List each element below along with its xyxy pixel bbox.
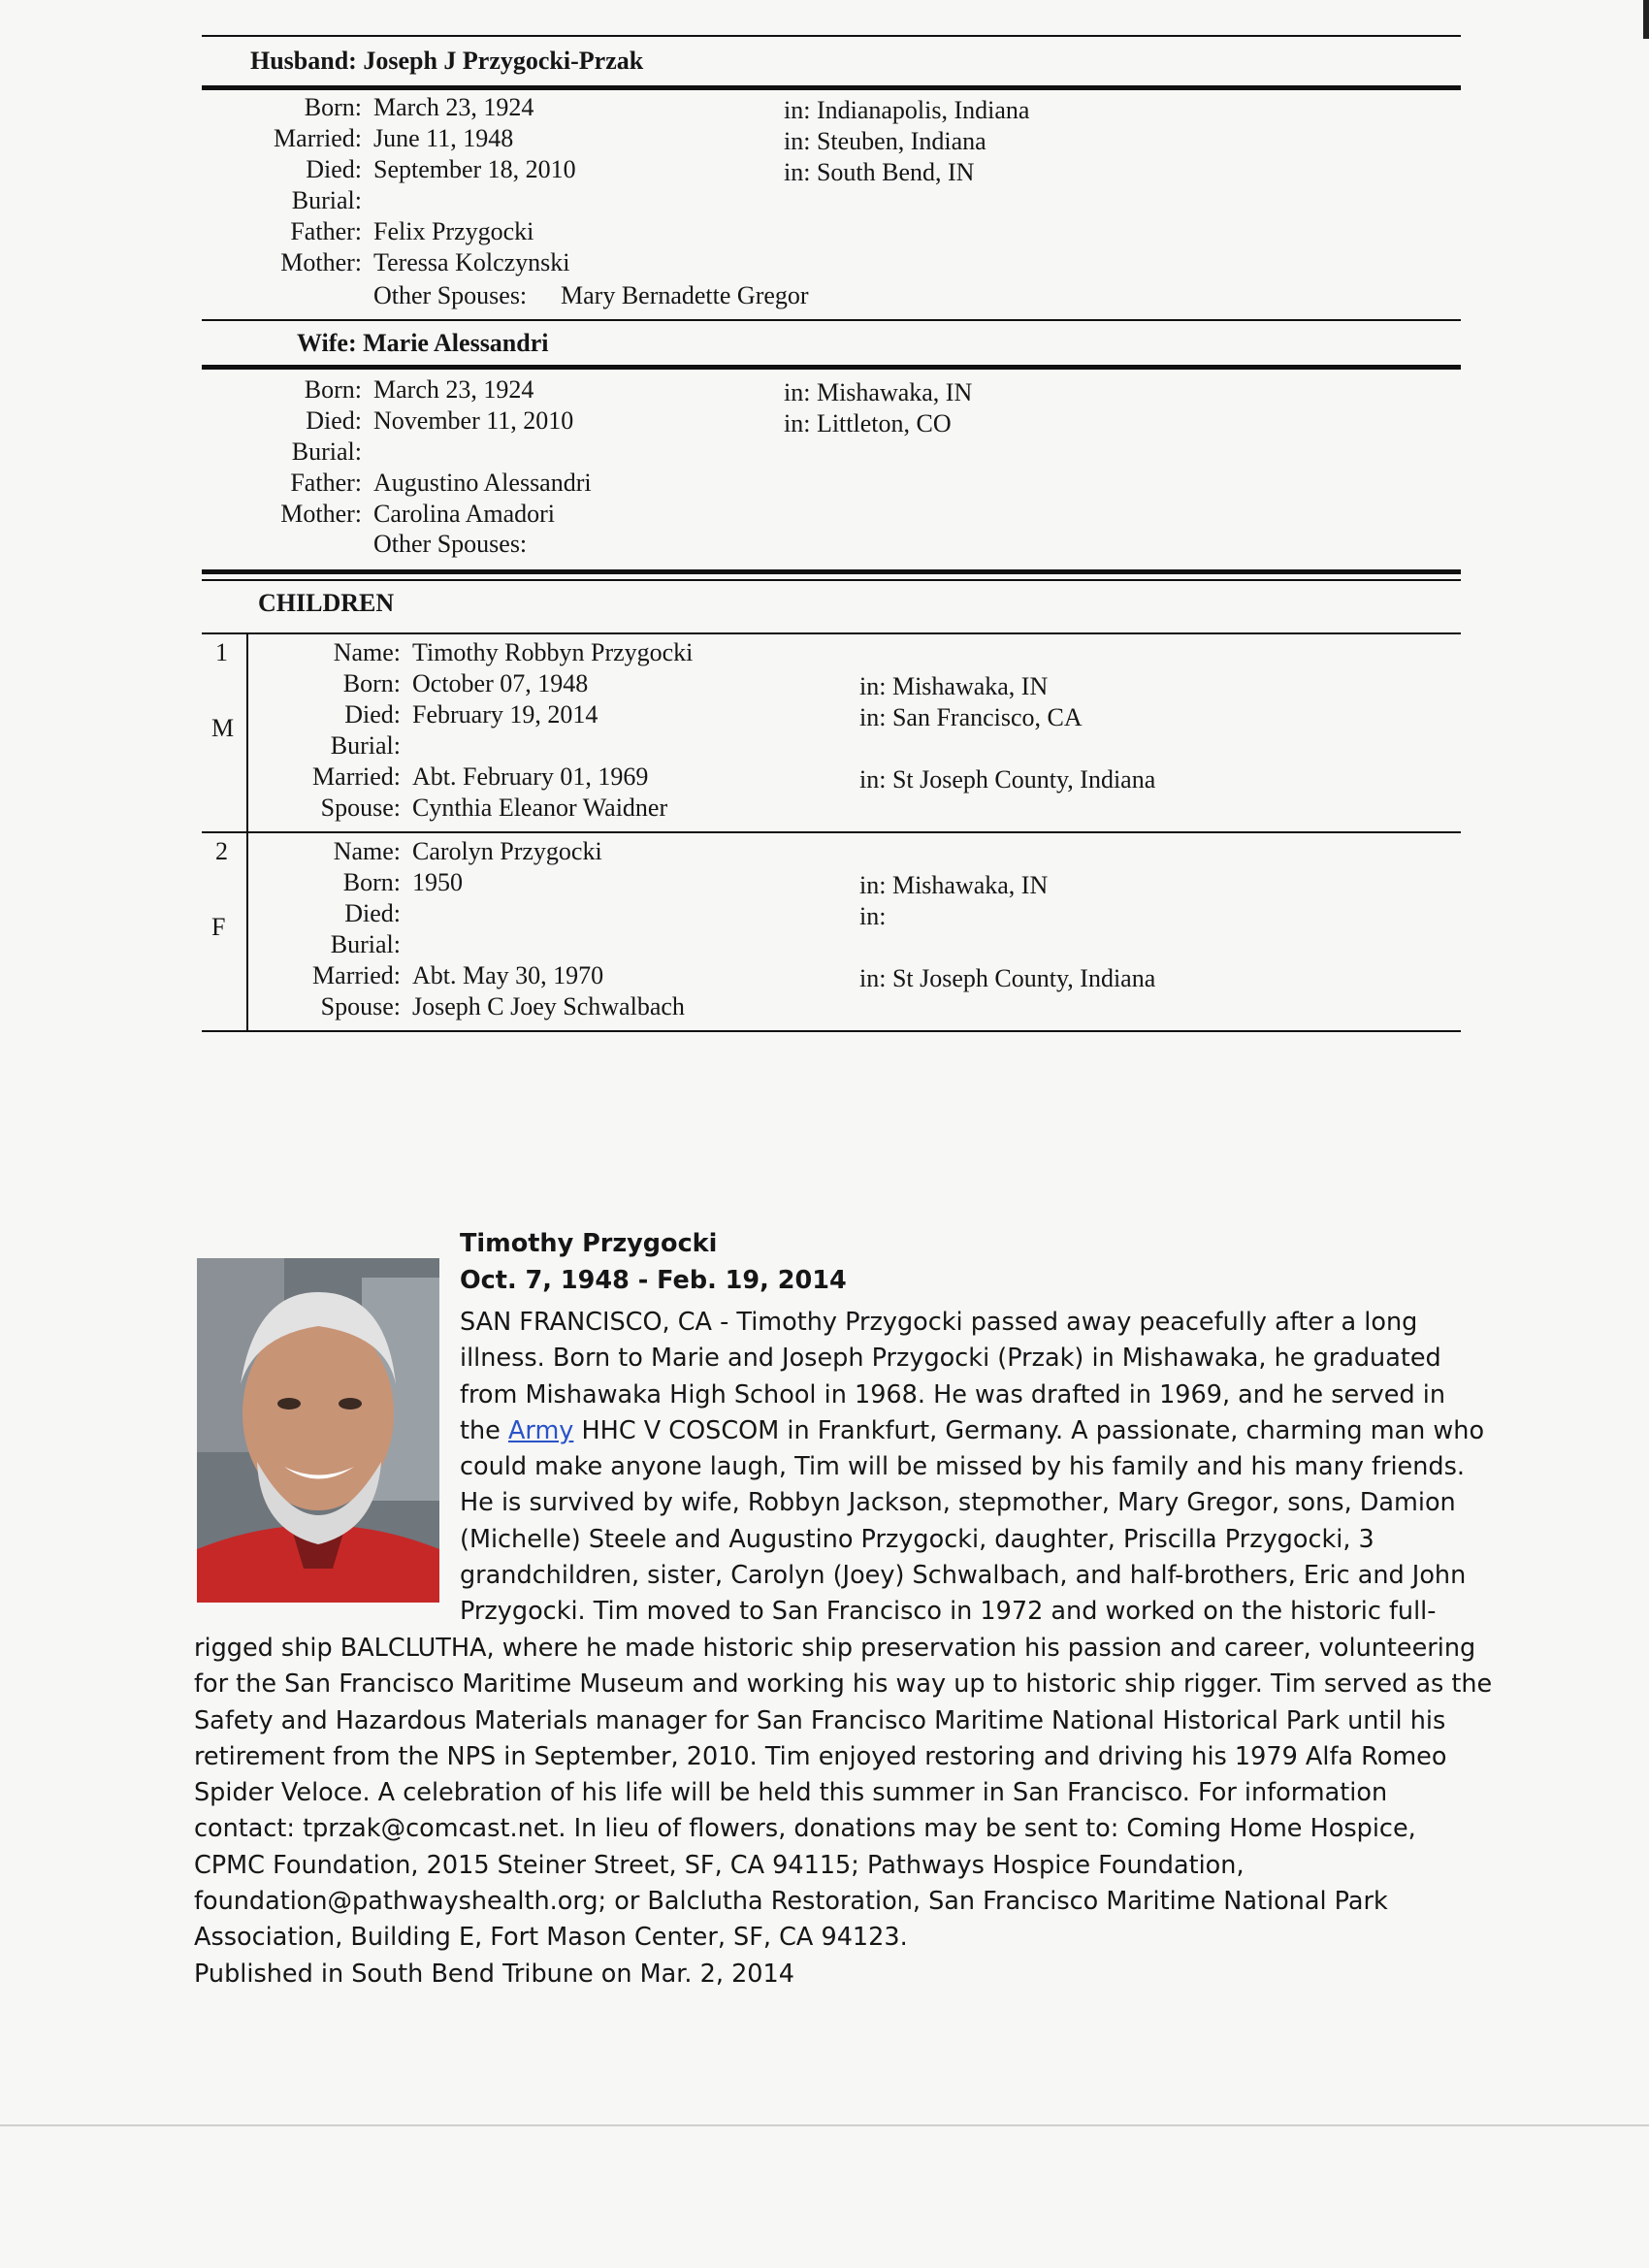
wife-heading [297,329,549,358]
obituary-line: Association, Building E, Fort Mason Center, SF, CA 94123. [194,1923,908,1953]
obituary-line: illness. Born to Marie and Joseph Przygocki (Przak) in Mishawaka, he graduated [460,1344,1441,1374]
field-value: September 18, 2010 [373,155,576,183]
field-value: Carolyn Przygocki [412,837,602,865]
army-suffix: HHC V COSCOM in Frankfurt, Germany. A passionate, charming man who [573,1415,1485,1445]
field-label: Spouse: [320,992,401,1021]
field-label: Died: [344,700,401,729]
obituary-line-army [460,1413,1484,1449]
field-place: in: Mishawaka, IN [859,871,1049,899]
obituary-line: retirement from the NPS in September, 2010. Tim enjoyed restoring and driving his 1979 Alfa Romeo [194,1741,1447,1771]
field-label: Married: [312,762,401,791]
army-prefix: the [460,1415,508,1445]
husband-other-spouses-label: Other Spouses: [373,281,528,309]
obituary-dates: Oct. 7, 1948 - Feb. 19, 2014 [460,1266,847,1295]
field-label: Died: [344,899,401,927]
field-label: Born: [342,868,401,896]
rule [202,569,1461,574]
rule [202,365,1461,370]
field-label: Married: [274,124,362,152]
field-label: Name: [333,837,401,865]
obituary-line: from Mishawaka High School in 1968. He was drafted in 1969, and he served in [460,1379,1445,1409]
obituary-line: Przygocki. Tim moved to San Francisco in 1972 and worked on the historic full- [460,1597,1437,1627]
obituary-line: grandchildren, sister, Carolyn (Joey) Schwalbach, and half-brothers, Eric and John [460,1561,1467,1591]
rule [202,319,1461,321]
field-place: in: San Francisco, CA [859,703,1083,731]
child-sex: F [211,913,226,941]
obituary-line: could make anyone laugh, Tim will be missed by his family and his many friends. [460,1452,1465,1482]
husband-heading-label: Husband: [250,47,357,75]
obituary-line: contact: tprzak@comcast.net. In lieu of flowers, donations may be sent to: Coming Home Hospice, [194,1814,1416,1844]
obituary-title: Timothy Przygocki [460,1229,718,1258]
scan-edge-bottom [0,2124,1649,2126]
child-number: 1 [215,638,228,666]
field-place: in: Steuben, Indiana [784,127,986,155]
field-value: March 23, 1924 [373,93,534,121]
field-value: October 07, 1948 [412,669,589,697]
field-label: Born: [342,669,401,697]
obituary-line: Safety and Hazardous Materials manager for San Francisco Maritime National Historical Park until his [194,1705,1446,1735]
field-place: in: Mishawaka, IN [784,378,973,406]
field-label: Burial: [330,731,401,760]
field-value: Teressa Kolczynski [373,248,570,276]
obituary-line: rigged ship BALCLUTHA, where he made historic ship preservation his passion and career, volunteering [194,1634,1476,1663]
rule [202,632,1461,634]
obituary-line: He is survived by wife, Robbyn Jackson, stepmother, Mary Gregor, sons, Damion [460,1488,1456,1518]
field-label: Father: [290,217,362,245]
field-value: Felix Przygocki [373,217,534,245]
portrait-illustration [197,1258,439,1603]
field-value: Cynthia Eleanor Waidner [412,794,668,822]
portrait-photo [197,1258,439,1603]
field-label: Burial: [330,930,401,958]
field-value: Abt. May 30, 1970 [412,961,604,989]
obituary-line: Spider Veloce. A celebration of his life will be held this summer in San Francisco. For information [194,1778,1388,1808]
field-value: November 11, 2010 [373,406,574,435]
field-value: Augustino Alessandri [373,469,592,497]
field-label: Burial: [291,437,362,466]
field-label: Born: [304,93,362,121]
field-place: in: St Joseph County, Indiana [859,964,1156,992]
field-value: Timothy Robbyn Przygocki [412,638,694,666]
obituary-paragraph-full [194,1631,1492,1993]
obituary-line: SAN FRANCISCO, CA - Timothy Przygocki passed away peacefully after a long [460,1308,1418,1337]
field-label: Married: [312,961,401,989]
husband-other-spouses-value: Mary Bernadette Gregor [561,281,809,309]
wife-heading-label: Wife: [297,329,357,357]
field-label: Died: [306,155,362,183]
scan-edge [1643,0,1649,39]
wife-other-spouses-label: Other Spouses: [373,530,528,558]
rule [202,831,1461,833]
field-label: Mother: [280,248,362,276]
obituary-paragraph-top [460,1305,1484,1631]
field-label: Name: [333,638,401,666]
child-sex: M [211,714,235,742]
field-label: Died: [306,406,362,435]
rule [202,579,1461,581]
field-place: in: St Joseph County, Indiana [859,765,1156,794]
husband-heading [250,47,643,76]
field-place: in: Mishawaka, IN [859,672,1049,700]
obituary-line: Published in South Bend Tribune on Mar. 2, 2014 [194,1959,794,1989]
field-place: in: [859,902,887,930]
child-number: 2 [215,837,228,865]
field-label: Burial: [291,186,362,214]
field-label: Mother: [280,500,362,528]
field-value: March 23, 1924 [373,375,534,404]
field-value: 1950 [412,868,463,896]
army-link[interactable]: Army [507,1415,574,1445]
field-value: Carolina Amadori [373,500,556,528]
field-label: Spouse: [320,794,401,822]
field-value: Abt. February 01, 1969 [412,762,649,791]
field-label: Father: [290,469,362,497]
field-value: February 19, 2014 [412,700,598,729]
obituary-line: for the San Francisco Maritime Museum and working his way up to historic ship rigger. Tim served as the [194,1669,1493,1700]
obituary-line: (Michelle) Steele and Augustino Przygocki, daughter, Priscilla Przygocki, 3 [460,1524,1374,1554]
field-place: in: Littleton, CO [784,409,952,437]
husband-name: Joseph J Przygocki-Przak [363,47,644,75]
children-heading: CHILDREN [258,589,395,617]
wife-name: Marie Alessandri [363,329,549,357]
obituary-line: CPMC Foundation, 2015 Steiner Street, SF, CA 94115; Pathways Hospice Foundation, [194,1850,1245,1880]
field-value: Joseph C Joey Schwalbach [412,992,685,1021]
rule [202,35,1461,37]
field-label: Born: [304,375,362,404]
field-value: June 11, 1948 [373,124,514,152]
obituary-line: foundation@pathwayshealth.org; or Balclutha Restoration, San Francisco Maritime National Park [194,1887,1388,1917]
rule [202,85,1461,90]
field-place: in: Indianapolis, Indiana [784,96,1030,124]
field-place: in: South Bend, IN [784,158,975,186]
rule [202,1030,1461,1032]
